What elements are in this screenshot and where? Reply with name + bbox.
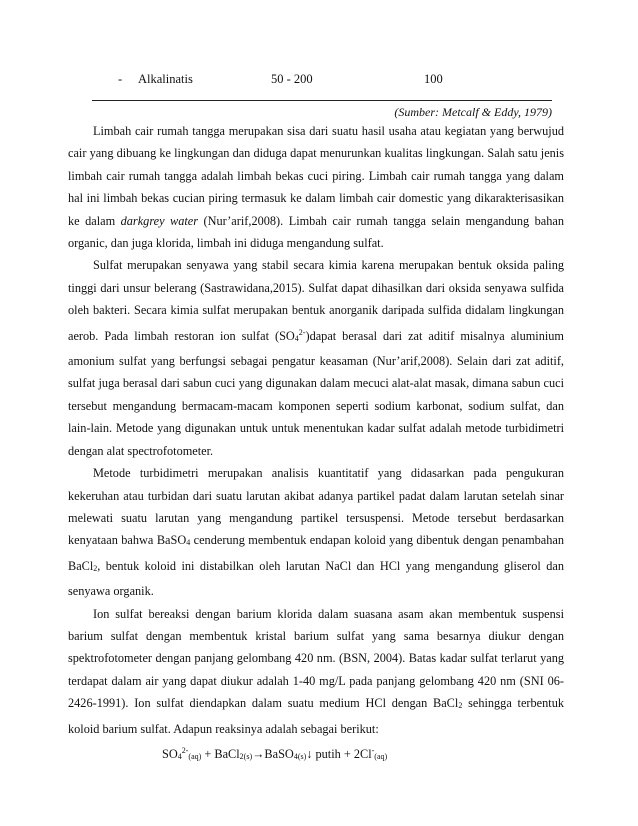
value-cell: 100 [424, 72, 443, 86]
paragraph-turbidimetri [68, 462, 564, 602]
text: cenderung membentuk endapan koloid yang dibentuk dengan penambahan BaCl [68, 533, 564, 573]
text: sehingga terbentuk koloid barium sulfat. Adapun reaksinya adalah sebagai berikut: [68, 696, 564, 736]
table-source: (Sumber: Metcalf & Eddy, 1979) [394, 105, 552, 119]
subscript: 2 [458, 701, 463, 711]
text: BaSO [264, 746, 294, 761]
paragraph-limbah-cair [68, 120, 564, 254]
superscript: 2- [298, 327, 306, 337]
subscript: 4 [177, 751, 182, 761]
text: (Nur’arif,2008). Limbah cair rumah tangga selain mengandung bahan organic, dan juga klorida, limbah ini diduga mengandung sulfat. [68, 213, 564, 251]
text: Limbah cair rumah tangga merupakan sisa dari suatu hasil usaha atau kegiatan yang berwujud cair yang dibuang ke lingkungan dan diduga dapat menurunkan kualitas lingkungan. Salah satu jenis limbah cair rumah tangga adalah limbah bekas cuci piring. Limbah cair rumah tangga yang dalam hal ini limbah bekas cucian piring termasuk ke dalam limbah cair domestic yang dikarakterisasikan ke dalam [68, 124, 564, 228]
subscript: 4(s) [293, 751, 307, 761]
bullet-dash: - [118, 72, 123, 86]
reaction-arrow: → [252, 746, 265, 761]
text: , bentuk koloid ini distabilkan oleh larutan NaCl dan HCl yang mengandung gliserol dan senyawa organik. [68, 558, 564, 599]
italic-term: darkgrey water [120, 213, 199, 228]
superscript: 2- [181, 745, 189, 755]
text: Ion sulfat bereaksi dengan barium klorida dalam suasana asam akan membentuk suspensi barium sulfat dengan membentuk kristal barium sulfat yang sama besarnya diukur dengan spektrofotometer dengan panjang gelombang 420 nm. (BSN, 2004). Batas kadar sulfat terlarut yang terdapat dalam air yang dapat diukur adalah 1-40 mg/L pada panjang gelombang 420 nm (SNI 06-2426-1991). Ion sulfat diendapkan dalam suatu medium HCl dengan BaCl [68, 606, 564, 711]
text: Metode turbidimetri merupakan analisis kuantitatif yang didasarkan pada pengukuran kekeruhan atau turbidan dari suatu larutan akibat adanya partikel padat dalam larutan setelah sinar melewati suatu larutan yang mengandung partikel tersuspensi. Metode tersebut berdasarkan kenyataan bahwa BaSO [68, 466, 564, 548]
text: + BaCl [201, 746, 240, 761]
reaction-equation [68, 740, 564, 768]
range-cell: 50 - 200 [271, 72, 313, 86]
text: )dapat berasal dari zat aditif misalnya aluminium amonium sulfat yang berfungsi sebagai pengatur keasaman (Nur’arif,2008). Selain dari zat aditif, sulfat juga berasal dari sabun cuci yang digunakan dalam mecuci alat-alat masak, dimana sabun cuci tersebut mengandung bermacam-macam komponen seperti sodium karbonat, sodium sulfat, dan lain-lain. Metode yang digunakan untuk untuk menentukan kadar sulfat adalah metode turbidimetri dengan alat spectrofotometer. [68, 328, 564, 458]
subscript: 4 [294, 333, 299, 343]
state-label: (aq) [374, 751, 388, 761]
subscript: 2(s) [239, 751, 253, 761]
text: SO [162, 746, 178, 761]
subscript: 4 [186, 538, 191, 548]
parameter-cell: Alkalinatis [138, 72, 193, 86]
table-bottom-rule [92, 100, 552, 101]
text: Sulfat merupakan senyawa yang stabil secara kimia karena merupakan bentuk oksida paling tinggi dari unsur belerang (Sastrawidana,2015). Sulfat dapat dihasilkan dari oksida senyawa sulfida oleh bakteri. Secara kimia sulfat merupakan bentuk anorganik daripada sulfida didalam lingkungan aerob. Pada limbah restoran ion sulfat (SO [68, 258, 564, 343]
superscript: - [371, 745, 375, 755]
paragraph-ion-sulfat [68, 603, 564, 740]
table-row [0, 72, 638, 92]
body-text [68, 120, 564, 768]
subscript: 2 [93, 563, 98, 573]
state-label: (aq) [188, 751, 202, 761]
paragraph-sulfat [68, 254, 564, 462]
precipitate-arrow: ↓ [306, 746, 313, 761]
text: putih + 2Cl [312, 746, 372, 761]
